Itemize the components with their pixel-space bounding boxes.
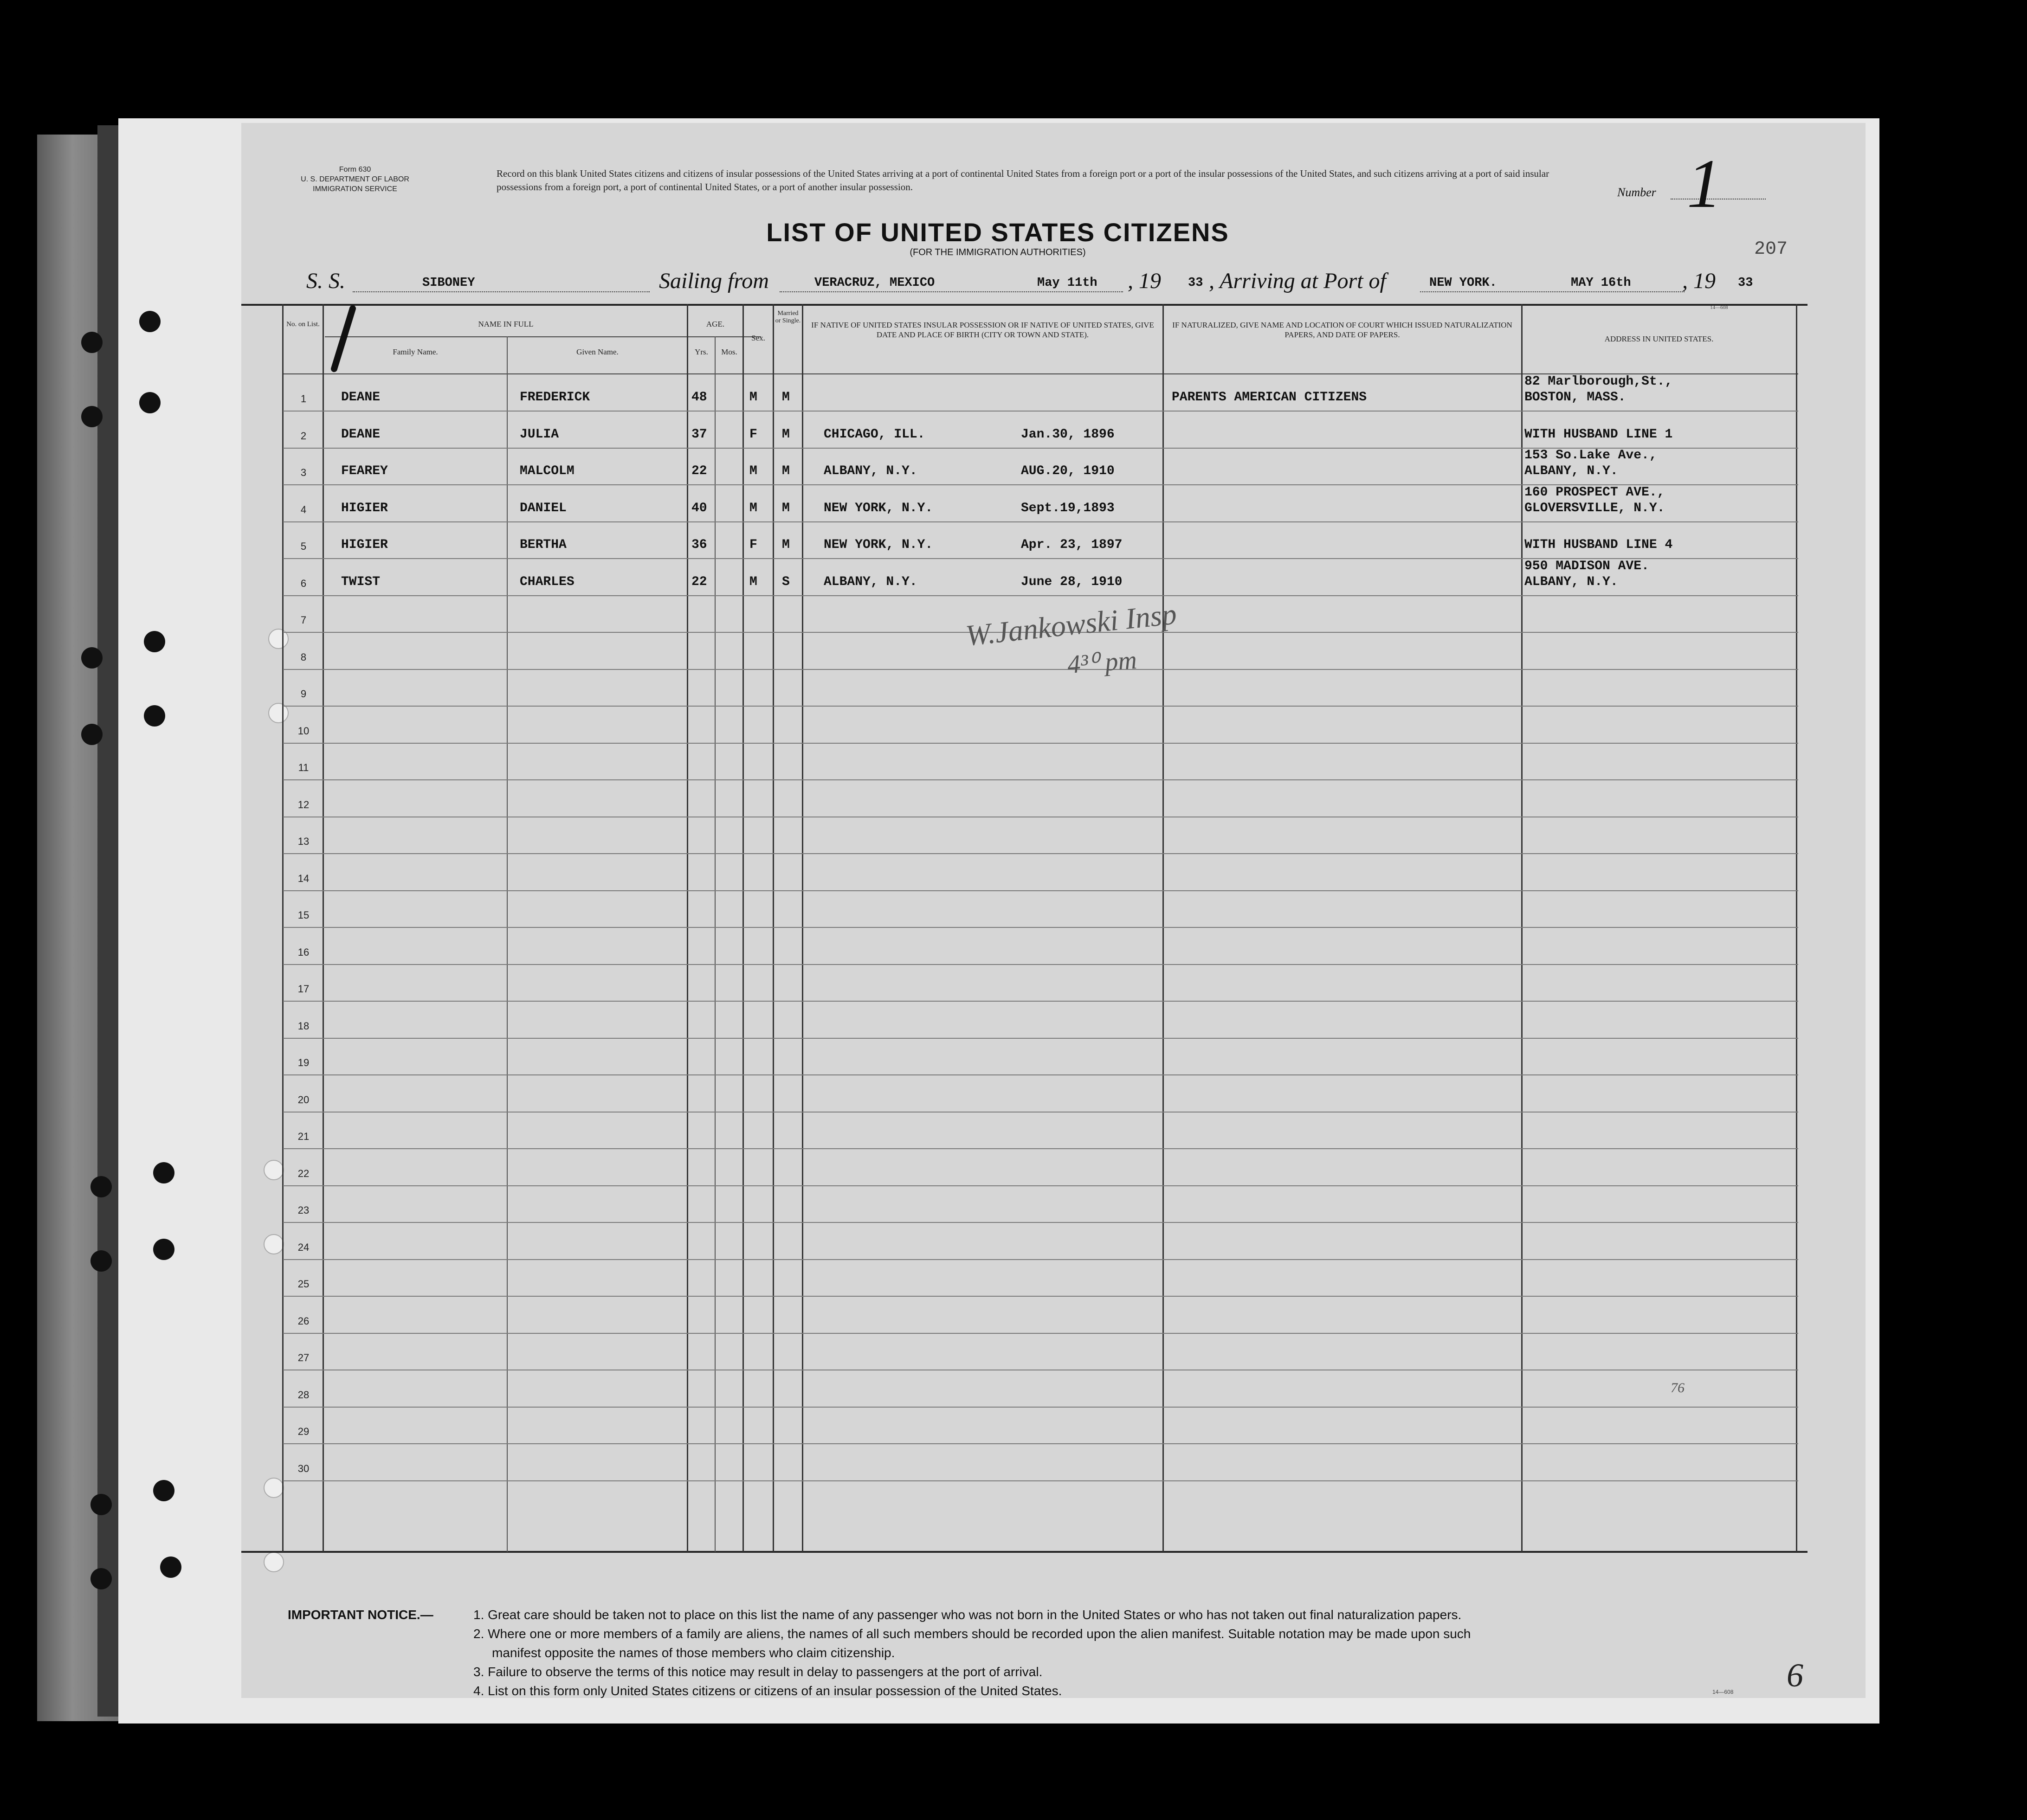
row-number: 14 <box>297 873 310 884</box>
punch-hole <box>81 647 103 669</box>
department: U. S. DEPARTMENT OF LABOR <box>301 175 409 183</box>
form-info <box>278 165 432 194</box>
punch-hole <box>90 1494 112 1515</box>
form-number: Form 630 <box>339 166 371 174</box>
header-given-name: Given Name. <box>576 347 619 356</box>
row-line <box>283 411 1798 412</box>
header-naturalized: IF NATURALIZED, GIVE NAME AND LOCATION OF COURT WHICH ISSUED NATURALIZATION PAPERS, AND DATE OF PAPERS. <box>1172 321 1512 339</box>
row-number: 28 <box>297 1389 310 1401</box>
row-number: 20 <box>297 1094 310 1106</box>
arrival-line <box>1420 291 1685 292</box>
header-sex: Sex. <box>751 334 765 342</box>
ss-label: S. S. <box>306 269 345 293</box>
sex-cell: M <box>749 390 757 405</box>
col-line <box>773 304 774 1552</box>
birthplace-cell: NEW YORK, N.Y. <box>824 501 933 515</box>
page-subtitle: (FOR THE IMMIGRATION AUTHORITIES) <box>910 247 1086 257</box>
row-line <box>283 927 1798 928</box>
header-married: Married or Single. <box>775 310 801 324</box>
row-number: 15 <box>297 909 310 921</box>
punch-hole <box>81 406 103 427</box>
arriving-label: , Arriving at Port of <box>1209 269 1386 293</box>
page-title: LIST OF UNITED STATES CITIZENS <box>766 218 1229 247</box>
punch-hole <box>139 311 161 332</box>
birthdate-cell: Jan.30, 1896 <box>1021 427 1115 442</box>
col-line <box>1796 304 1797 1552</box>
punch-hole <box>90 1568 112 1589</box>
table-bottom-border <box>241 1551 1808 1553</box>
punch-hole <box>153 1480 174 1501</box>
given-name-cell: MALCOLM <box>520 464 575 478</box>
row-line <box>283 706 1798 707</box>
row-line <box>283 521 1798 522</box>
sailing-from: VERACRUZ, MEXICO <box>814 276 935 290</box>
row-line <box>283 1001 1798 1002</box>
birthdate-cell: AUG.20, 1910 <box>1021 464 1115 478</box>
sex-cell: M <box>749 464 757 478</box>
age-yrs-cell: 37 <box>691 427 707 442</box>
row-line <box>283 1333 1798 1334</box>
row-number: 5 <box>300 540 307 552</box>
given-name-cell: DANIEL <box>520 501 567 515</box>
inspection-time: 4³⁰ pm <box>1066 645 1138 680</box>
row-number: 17 <box>297 983 310 995</box>
row-number: 19 <box>297 1057 310 1068</box>
ship-name: SIBONEY <box>422 276 475 290</box>
row-number: 9 <box>300 688 307 700</box>
birthdate-cell: Apr. 23, 1897 <box>1021 538 1123 552</box>
sex-cell: F <box>749 427 757 442</box>
row-number: 23 <box>297 1204 310 1216</box>
sex-cell: M <box>749 501 757 515</box>
col-line <box>742 304 744 1552</box>
col-line <box>1521 304 1523 1552</box>
printer-mark: 14—608 <box>1710 305 1728 310</box>
birthplace-cell: ALBANY, N.Y. <box>824 575 917 589</box>
address-line-1: 82 Marlborough,St., <box>1524 374 1673 389</box>
sex-cell: M <box>749 575 757 589</box>
row-line <box>283 1259 1798 1260</box>
punch-hole <box>160 1556 181 1578</box>
row-number: 24 <box>297 1241 310 1253</box>
punch-hole <box>90 1250 112 1272</box>
naturalization-cell: PARENTS AMERICAN CITIZENS <box>1172 390 1367 405</box>
row-line <box>283 890 1798 891</box>
row-number: 11 <box>298 762 309 773</box>
header-address: ADDRESS IN UNITED STATES. <box>1604 334 1714 343</box>
row-line <box>283 1148 1798 1149</box>
birthplace-cell: NEW YORK, N.Y. <box>824 538 933 552</box>
sailing-label: Sailing from <box>659 269 769 293</box>
row-line <box>283 595 1798 596</box>
number-value: 1 <box>1687 145 1722 222</box>
header-no: No. on List. <box>286 321 320 328</box>
punch-hole <box>90 1176 112 1197</box>
row-number: 1 <box>300 393 307 405</box>
notice-item-2: 2. Where one or more members of a family are aliens, the names of all such members should be recorded upon the alien manifest. Suitable notation may be made upon such <box>473 1627 1471 1641</box>
address-line-1: WITH HUSBAND LINE 1 <box>1524 427 1673 442</box>
ship-line <box>353 291 650 292</box>
col-line <box>323 304 324 1552</box>
manifest-sheet <box>241 123 1866 1698</box>
row-number: 18 <box>297 1020 310 1032</box>
given-name-cell: BERTHA <box>520 538 567 552</box>
table-top-border <box>241 304 1808 306</box>
given-name-cell: FREDERICK <box>520 390 590 405</box>
margin-mark: 76 <box>1671 1380 1685 1396</box>
header-age: AGE. <box>706 320 725 328</box>
family-name-cell: HIGIER <box>341 501 388 515</box>
row-line <box>283 1296 1798 1297</box>
address-line-1: 950 MADISON AVE. <box>1524 559 1649 573</box>
marital-status-cell: M <box>782 390 790 405</box>
header-mos: Mos. <box>721 347 737 356</box>
pen-stroke <box>325 304 362 373</box>
row-number: 4 <box>300 504 307 515</box>
address-line-1: 160 PROSPECT AVE., <box>1524 485 1665 500</box>
family-name-cell: DEANE <box>341 427 381 442</box>
row-line <box>283 1480 1798 1481</box>
row-line <box>283 1222 1798 1223</box>
row-line <box>283 1038 1798 1039</box>
row-number: 25 <box>297 1278 310 1290</box>
birthplace-cell: ALBANY, N.Y. <box>824 464 917 478</box>
marital-status-cell: M <box>782 427 790 442</box>
age-yrs-cell: 40 <box>691 501 707 515</box>
punch-hole <box>139 392 161 413</box>
row-number: 21 <box>297 1131 310 1142</box>
row-line <box>283 669 1798 670</box>
page-mark: 6 <box>1787 1657 1803 1694</box>
birthdate-cell: Sept.19,1893 <box>1021 501 1115 515</box>
sailing-line <box>780 291 1123 292</box>
marital-status-cell: M <box>782 464 790 478</box>
col-line <box>687 304 688 1552</box>
age-yrs-cell: 22 <box>691 575 707 589</box>
row-line <box>283 1185 1798 1186</box>
sheet-punch-hole <box>264 1478 284 1498</box>
instruction-text: Record on this blank United States citizens and citizens of insular possessions of the United States arriving at a port of continental United States from a foreign port or a port of the insular possessions of the United States, and such citizens arriving at a port of said insular possessions from a foreign port, a port of continental United States, or a port of another insular possession. <box>497 168 1549 193</box>
age-yrs-cell: 48 <box>691 390 707 405</box>
address-line-2: ALBANY, N.Y. <box>1524 575 1618 589</box>
row-number: 16 <box>297 946 310 958</box>
given-name-cell: CHARLES <box>520 575 575 589</box>
row-line <box>283 1443 1798 1444</box>
punch-hole <box>144 631 165 652</box>
row-number: 29 <box>297 1426 310 1437</box>
address-line-1: 153 So.Lake Ave., <box>1524 448 1657 463</box>
inspector-signature: W.Jankowski Insp <box>964 597 1178 652</box>
col-line <box>802 304 803 1552</box>
col-line <box>282 304 284 1552</box>
col-line <box>1162 304 1164 1552</box>
sheet-punch-hole <box>264 1234 284 1254</box>
sheet-punch-hole <box>264 1160 284 1180</box>
punch-hole <box>153 1162 174 1183</box>
header-native: IF NATIVE OF UNITED STATES INSULAR POSSESSION OR IF NATIVE OF UNITED STATES, GIVE DATE AND PLACE OF BIRTH (CITY OR TOWN AND STATE). <box>811 321 1154 339</box>
sailing-year: 33 <box>1188 276 1203 290</box>
family-name-cell: FEAREY <box>341 464 388 478</box>
arrival-year-prefix: , 19 <box>1682 269 1716 293</box>
row-number: 26 <box>297 1315 310 1327</box>
sex-cell: F <box>749 538 757 552</box>
row-number: 7 <box>300 614 307 626</box>
arrival-port: NEW YORK. <box>1429 276 1497 290</box>
punch-hole <box>81 332 103 353</box>
family-name-cell: DEANE <box>341 390 381 405</box>
row-number: 27 <box>297 1352 310 1363</box>
arrival-date: MAY 16th <box>1571 276 1631 290</box>
age-yrs-cell: 22 <box>691 464 707 478</box>
row-number: 6 <box>300 578 307 589</box>
header-name-in-full: NAME IN FULL <box>478 320 534 328</box>
address-line-2: ALBANY, N.Y. <box>1524 464 1618 478</box>
row-line <box>283 1074 1798 1075</box>
row-number: 12 <box>297 799 310 810</box>
marital-status-cell: M <box>782 501 790 515</box>
birthdate-cell: June 28, 1910 <box>1021 575 1123 589</box>
notice-item-2-cont: manifest opposite the names of those members who claim citizenship. <box>492 1646 895 1660</box>
marital-status-cell: M <box>782 538 790 552</box>
notice-item-4: 4. List on this form only United States citizens or citizens of an insular possession of the United States. <box>473 1684 1062 1698</box>
given-name-cell: JULIA <box>520 427 559 442</box>
sailing-date: May 11th <box>1037 276 1097 290</box>
row-line <box>283 1112 1798 1113</box>
address-line-2: GLOVERSVILLE, N.Y. <box>1524 501 1665 515</box>
address-line-2: BOSTON, MASS. <box>1524 390 1626 405</box>
row-number: 22 <box>297 1168 310 1179</box>
header-yrs: Yrs. <box>695 347 708 356</box>
row-number: 2 <box>300 430 307 442</box>
header-family-name: Family Name. <box>393 347 438 356</box>
punch-hole <box>153 1239 174 1260</box>
form-code: 14—608 <box>1712 1689 1734 1695</box>
birthplace-cell: CHICAGO, ILL. <box>824 427 925 442</box>
notice-title: IMPORTANT NOTICE.— <box>288 1608 433 1622</box>
punch-hole <box>81 724 103 745</box>
notice-item-3: 3. Failure to observe the terms of this notice may result in delay to passengers at the port of arrival. <box>473 1665 1043 1679</box>
row-number: 30 <box>297 1463 310 1474</box>
sailing-year-prefix: , 19 <box>1128 269 1161 293</box>
age-yrs-cell: 36 <box>691 538 707 552</box>
notice-item-1: 1. Great care should be taken not to place on this list the name of any passenger who was not born in the United States or who has not taken out final naturalization papers. <box>473 1608 1462 1622</box>
row-line <box>283 964 1798 965</box>
sheet-punch-hole <box>264 1552 284 1572</box>
row-number: 8 <box>300 651 307 663</box>
address-line-1: WITH HUSBAND LINE 4 <box>1524 538 1673 552</box>
marital-status-cell: S <box>782 575 790 589</box>
row-number: 3 <box>300 467 307 478</box>
row-line <box>283 743 1798 744</box>
punch-hole <box>144 705 165 727</box>
row-number: 13 <box>297 836 310 847</box>
family-name-cell: TWIST <box>341 575 381 589</box>
row-line <box>283 779 1798 780</box>
row-line <box>283 853 1798 854</box>
family-name-cell: HIGIER <box>341 538 388 552</box>
row-line <box>283 1407 1798 1408</box>
stamp-number: 207 <box>1754 239 1788 260</box>
arrival-year: 33 <box>1738 276 1753 290</box>
number-label: Number <box>1617 186 1656 199</box>
row-number: 10 <box>297 725 310 737</box>
service: IMMIGRATION SERVICE <box>313 185 397 193</box>
